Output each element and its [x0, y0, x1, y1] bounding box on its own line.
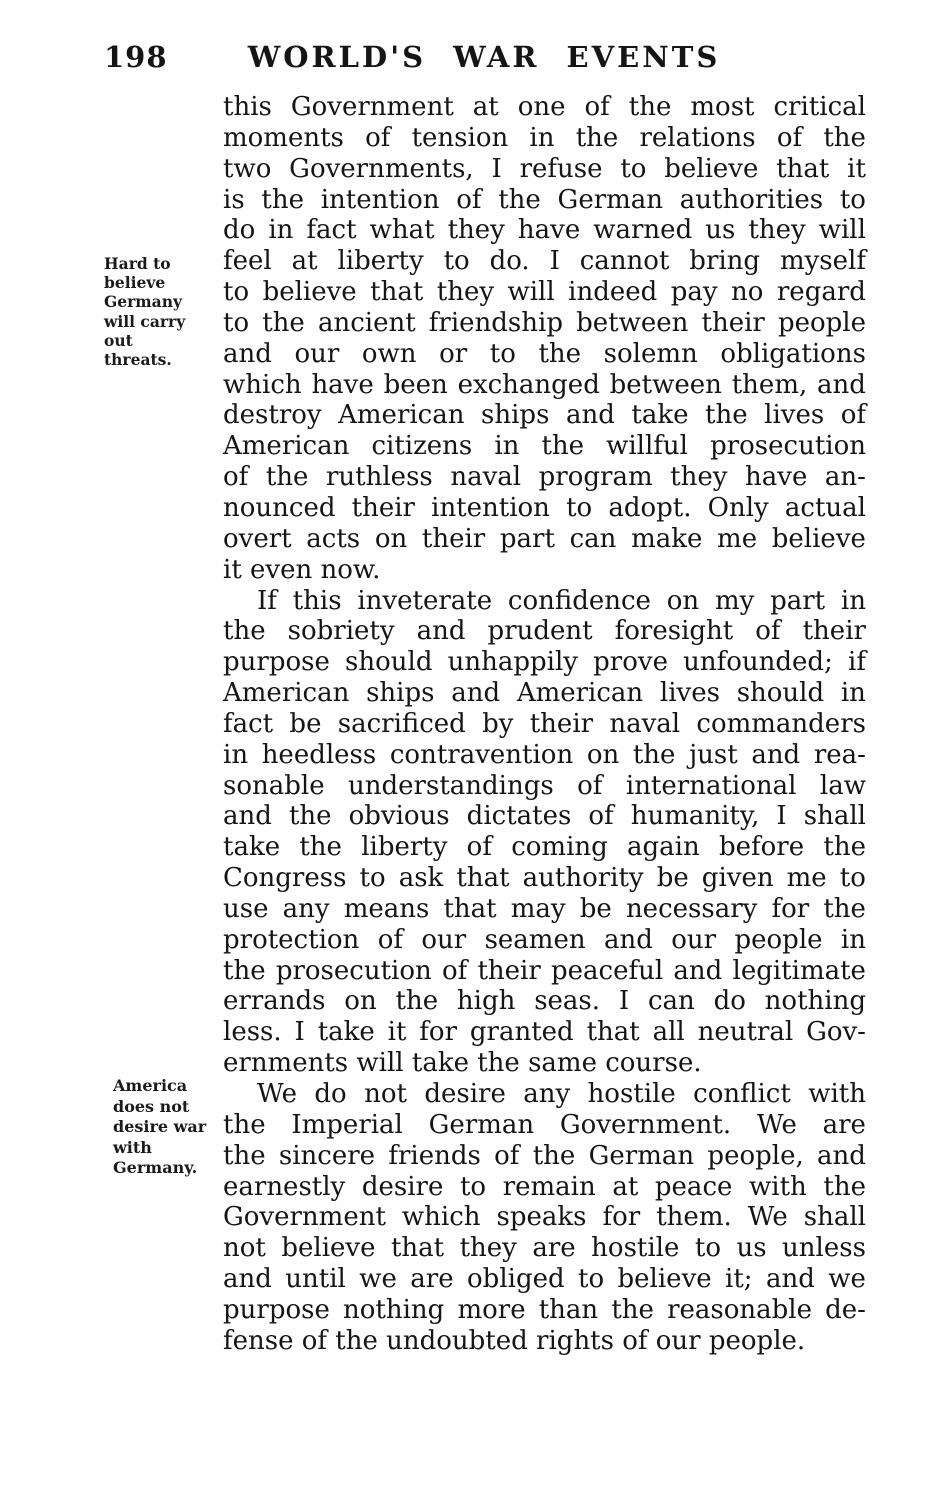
- body-line: use any means that may be necessary for the: [223, 893, 866, 924]
- body-line: and our own or to the solemn obligations: [223, 338, 866, 369]
- body-line: errands on the high seas. I can do nothing: [223, 986, 866, 1017]
- body-line: this Government at one of the most critical: [223, 92, 866, 122]
- margin-note-line: believe: [104, 273, 166, 293]
- body-line: destroy American ships and take the lives of: [223, 400, 866, 431]
- body-line: purpose nothing more than the reasonable de-: [223, 1294, 866, 1325]
- margin-note-line: Germany: [104, 292, 182, 312]
- body-line: of the ruthless naval program they have an-: [223, 462, 866, 493]
- margin-note-america-no-war: [113, 1076, 235, 1179]
- body-line: overt acts on their part can make me believe: [223, 523, 866, 554]
- body-line: the sobriety and prudent foresight of their: [223, 616, 866, 647]
- body-line: earnestly desire to remain at peace with the: [223, 1171, 866, 1202]
- body-line: Government which speaks for them. We shall: [223, 1202, 866, 1233]
- body-line: fense of the undoubted rights of our people.: [223, 1325, 806, 1356]
- margin-note-line: Germany.: [113, 1158, 198, 1178]
- body-line: less. I take it for granted that all neutral Gov-: [223, 1017, 866, 1048]
- body-line: to believe that they will indeed pay no regard: [223, 277, 866, 308]
- body-line: sonable understandings of international law: [223, 770, 866, 801]
- margin-note-line: does not: [113, 1096, 190, 1116]
- body-line: fact be sacrificed by their naval commanders: [223, 708, 866, 739]
- body-line: is the intention of the German authorities to: [223, 184, 866, 215]
- body-line: protection of our seamen and our people in: [223, 924, 866, 955]
- body-line: not believe that they are hostile to us unless: [223, 1233, 866, 1264]
- body-line: If this inveterate confidence on my part in: [257, 585, 866, 616]
- page-number: 198: [104, 40, 168, 74]
- body-line: the Imperial German Government. We are: [223, 1109, 866, 1140]
- body-line: feel at liberty to do. I cannot bring myself: [223, 246, 866, 277]
- margin-note-line: Hard to: [104, 254, 171, 273]
- body-line: moments of tension in the relations of the: [223, 122, 866, 153]
- margin-note-line: out: [104, 330, 133, 350]
- body-line: nounced their intention to adopt. Only actual: [223, 492, 866, 523]
- body-column: [223, 92, 866, 1357]
- body-line: in heedless contravention on the just and rea-: [223, 739, 866, 770]
- body-line: the prosecution of their peaceful and legitimate: [223, 955, 866, 986]
- margin-note-line: threats.: [104, 350, 172, 370]
- body-line: American citizens in the willful prosecution: [223, 431, 866, 462]
- margin-note-line: with: [113, 1137, 152, 1157]
- body-line: it even now.: [223, 554, 381, 585]
- body-line: which have been exchanged between them, and: [223, 369, 866, 400]
- body-line: and the obvious dictates of humanity, I shall: [223, 801, 866, 832]
- body-line: We do not desire any hostile conflict with: [257, 1079, 866, 1109]
- body-line: the sincere friends of the German people, and: [223, 1140, 866, 1171]
- body-line: do in fact what they have warned us they will: [223, 215, 866, 246]
- body-line: to the ancient friendship between their people: [223, 307, 866, 338]
- body-line: take the liberty of coming again before the: [223, 832, 866, 863]
- running-header-title: WORLD'S WAR EVENTS: [247, 40, 721, 74]
- margin-note-line: America: [113, 1076, 188, 1095]
- body-line: two Governments, I refuse to believe that it: [223, 153, 866, 184]
- margin-note-germany-threats: [104, 254, 222, 369]
- body-line: American ships and American lives should in: [223, 678, 866, 709]
- body-line: Congress to ask that authority be given me to: [223, 863, 866, 894]
- body-line: ernments will take the same course.: [223, 1048, 702, 1079]
- body-line: and until we are obliged to believe it; and we: [223, 1264, 866, 1295]
- margin-note-line: desire war: [113, 1117, 207, 1137]
- margin-note-line: will carry: [104, 311, 186, 331]
- body-line: purpose should unhappily prove unfounded; if: [223, 647, 866, 678]
